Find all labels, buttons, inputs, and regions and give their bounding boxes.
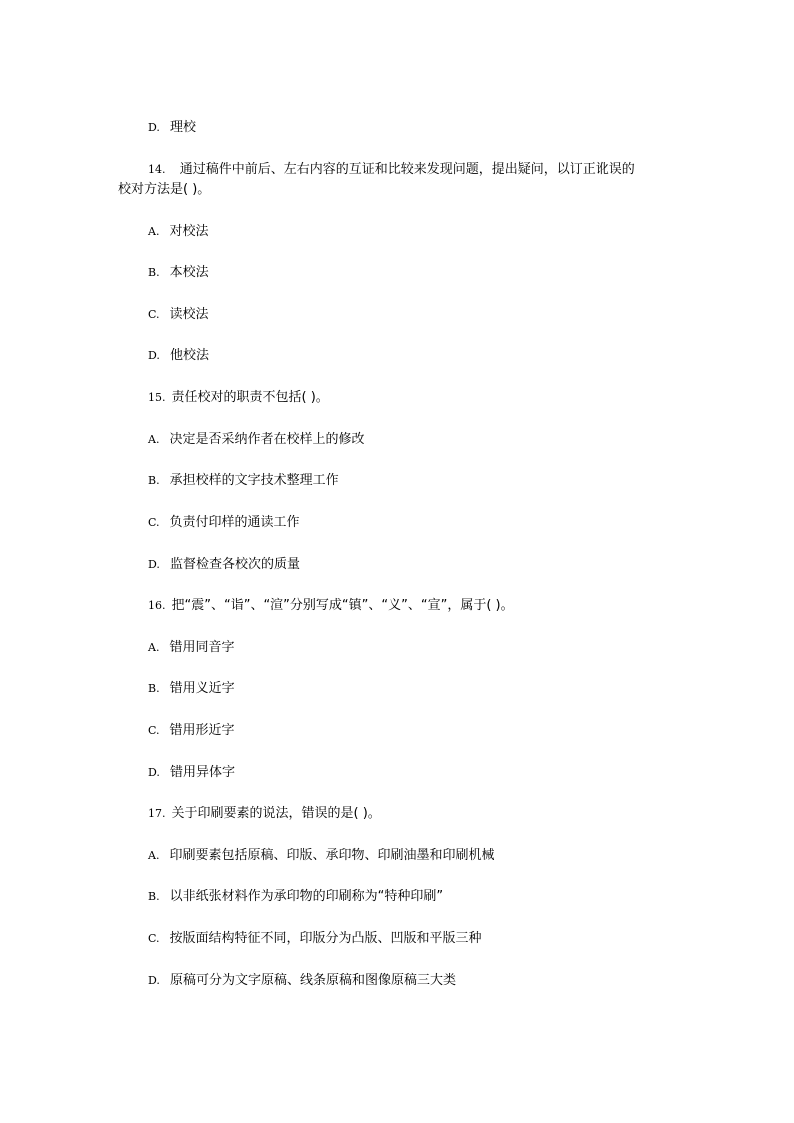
question-number: 17. xyxy=(148,807,166,820)
q17-option-c xyxy=(148,929,482,949)
option-text: 错用异体字 xyxy=(169,765,235,780)
q14-stem-line2 xyxy=(118,180,210,200)
option-text: 理校 xyxy=(169,120,196,135)
option-label: A. xyxy=(148,849,160,862)
question-text: 校对方法是( )。 xyxy=(118,182,211,197)
option-text: 负责付印样的通读工作 xyxy=(169,515,300,530)
q14-option-c xyxy=(148,305,209,325)
q16-option-d xyxy=(148,763,235,783)
option-label: D. xyxy=(148,974,160,987)
question-text: 关于印刷要素的说法，错误的是( )。 xyxy=(171,806,381,821)
option-label: D. xyxy=(148,349,160,362)
option-label: B. xyxy=(148,682,160,695)
option-text: 错用形近字 xyxy=(169,723,235,738)
q14-option-d xyxy=(148,346,209,366)
option-label: B. xyxy=(148,266,160,279)
q15-option-a xyxy=(148,430,364,450)
option-label: A. xyxy=(148,433,160,446)
q16-option-b xyxy=(148,679,235,699)
option-text: 印刷要素包括原稿、印版、承印物、印刷油墨和印刷机械 xyxy=(169,848,495,863)
q13-option-d xyxy=(148,118,196,138)
option-label: B. xyxy=(148,474,160,487)
question-text: 把“震”、“诣”、“渲”分别写成“镇”、“义”、“宣”，属于( )。 xyxy=(171,598,514,613)
option-label: C. xyxy=(148,932,160,945)
q15-option-c xyxy=(148,513,300,533)
option-text: 监督检查各校次的质量 xyxy=(169,557,300,572)
option-label: A. xyxy=(148,641,160,654)
q16-option-a xyxy=(148,638,234,658)
option-text: 对校法 xyxy=(169,224,209,239)
option-text: 读校法 xyxy=(169,307,209,322)
option-text: 按版面结构特征不同，印版分为凸版、凹版和平版三种 xyxy=(169,931,482,946)
option-text: 承担校样的文字技术整理工作 xyxy=(169,473,339,488)
q14-option-b xyxy=(148,263,209,283)
q17-stem xyxy=(148,804,381,824)
question-text: 责任校对的职责不包括( )。 xyxy=(171,390,329,405)
option-label: C. xyxy=(148,516,160,529)
question-number: 15. xyxy=(148,391,166,404)
q15-stem xyxy=(148,388,329,408)
option-text: 本校法 xyxy=(169,265,209,280)
q17-option-d xyxy=(148,971,456,991)
option-label: C. xyxy=(148,724,160,737)
option-label: A. xyxy=(148,225,160,238)
q14-option-a xyxy=(148,222,208,242)
question-text: 通过稿件中前后、左右内容的互证和比较来发现问题，提出疑问，以订正讹误的 xyxy=(179,162,635,177)
option-label: D. xyxy=(148,121,160,134)
q17-option-a xyxy=(148,846,494,866)
option-label: C. xyxy=(148,308,160,321)
option-text: 错用义近字 xyxy=(169,681,235,696)
question-number: 14. xyxy=(148,163,166,176)
option-text: 以非纸张材料作为承印物的印刷称为“特种印刷” xyxy=(169,889,444,904)
q16-stem xyxy=(148,596,514,616)
option-text: 错用同音字 xyxy=(169,640,235,655)
option-label: B. xyxy=(148,890,160,903)
option-text: 原稿可分为文字原稿、线条原稿和图像原稿三大类 xyxy=(169,973,456,988)
question-number: 16. xyxy=(148,599,166,612)
q16-option-c xyxy=(148,721,235,741)
option-text: 他校法 xyxy=(169,348,209,363)
option-label: D. xyxy=(148,766,160,779)
option-text: 决定是否采纳作者在校样上的修改 xyxy=(169,432,365,447)
q17-option-b xyxy=(148,887,443,907)
q15-option-d xyxy=(148,555,300,575)
q14-stem-line1 xyxy=(148,160,635,180)
q15-option-b xyxy=(148,471,339,491)
option-label: D. xyxy=(148,558,160,571)
